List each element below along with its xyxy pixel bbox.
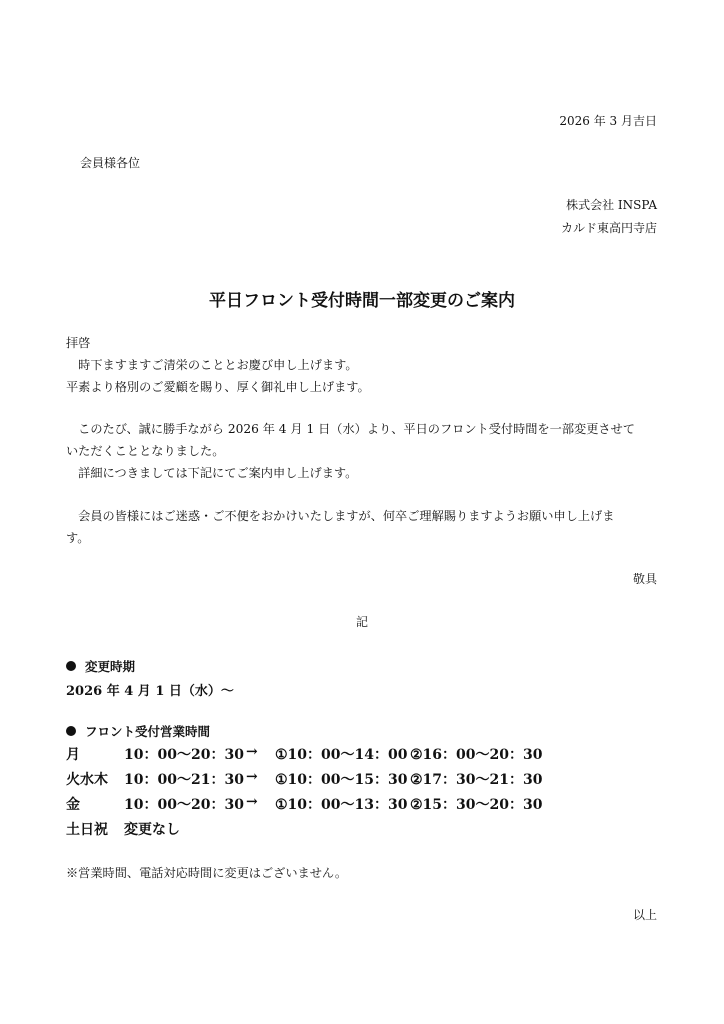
paragraph-line: す。: [66, 531, 90, 545]
sender-store: カルド東高円寺店: [560, 221, 657, 235]
arrow-icon: →: [246, 744, 258, 760]
arrow-icon: →: [246, 769, 258, 785]
paragraph-line: 会員の皆様にはご迷惑・ご不便をおかけいたしますが、何卒ご理解賜りますようお願い申し上げま: [66, 509, 615, 523]
paragraph-line: 平素より格別のご愛顧を賜り、厚く御礼申し上げます。: [66, 380, 370, 394]
sender-company: 株式会社 INSPA: [566, 198, 657, 212]
ki-heading: 記: [355, 615, 368, 629]
paragraph-line: このたび、誠に勝手ながら 2026 年 4 月 1 日（水）より、平日のフロント受付時間を一部変更させて: [66, 422, 635, 436]
page-title: 平日フロント受付時間一部変更のご案内: [209, 291, 515, 311]
section-heading: 変更時期: [85, 659, 136, 674]
section-heading: フロント受付営業時間: [85, 724, 211, 739]
section-front-hours: [66, 722, 210, 740]
paragraph-line: 時下ますますご清栄のこととお慶び申し上げます。: [66, 358, 358, 372]
row-new-hours-2: ②15：30～20：30: [410, 797, 543, 813]
row-new-hours-1: ①10：00～15：30: [275, 772, 408, 788]
row-old-hours: 10：00～20：30: [124, 797, 244, 813]
closing-line: 以上: [632, 908, 657, 922]
bullet-icon: [66, 726, 76, 736]
row-old-hours: 変更なし: [124, 822, 180, 838]
row-old-hours: 10：00～20：30: [124, 747, 244, 763]
recipient-line: 会員様各位: [80, 156, 141, 170]
paragraph-line: 詳細につきましては下記にてご案内申し上げます。: [66, 466, 358, 480]
row-day: 火水木: [66, 772, 108, 788]
greeting-open: 拝啓: [66, 336, 91, 350]
section-change-date: [66, 657, 135, 675]
row-old-hours: 10：00～21：30: [124, 772, 244, 788]
row-day: 土日祝: [66, 822, 108, 838]
greeting-close: 敬具: [632, 572, 657, 586]
arrow-icon: →: [246, 794, 258, 810]
row-new-hours-1: ①10：00～14：00: [275, 747, 408, 763]
document-date: 2026 年 3 月吉日: [559, 114, 657, 128]
paragraph-line: いただくこととなりました。: [66, 444, 225, 458]
row-day: 金: [66, 797, 80, 813]
note-line: ※営業時間、電話対応時間に変更はございません。: [66, 866, 348, 880]
row-day: 月: [66, 747, 80, 763]
row-new-hours-2: ②16：00～20：30: [410, 747, 543, 763]
bullet-icon: [66, 661, 76, 671]
change-date-value: 2026 年 4 月 1 日（水）～: [66, 684, 234, 699]
row-new-hours-2: ②17：30～21：30: [410, 772, 543, 788]
row-new-hours-1: ①10：00～13：30: [275, 797, 408, 813]
